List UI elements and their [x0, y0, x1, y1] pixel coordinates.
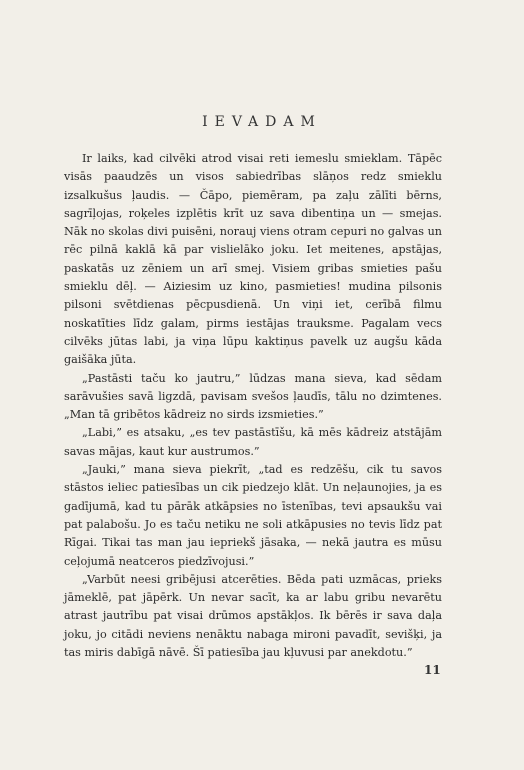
paragraph-3: „Labi,” es atsaku, „es tev pastāstīšu, kā mēs kādreiz atstājām savas mājas, kaut kur austrumos.” — [64, 426, 442, 458]
paragraph-4: „Jauki,” mana sieva piekrīt, „tad es redzēšu, cik tu savos stāstos ieliec patiesības un cik piedzejo klāt. Un neļaunojies, ja es gadījumā, kad tu pārāk atkāpsies no īstenības, tevi apsaukšu vai pat palabošu. Jo es taču netiku ne soli atkāpusies no tevis līdz pat Rīgai. Tikai tas man jau iepriekš jāsaka, — nekā jautra es mūsu ceļojumā neatceros piedzīvojusi.” — [64, 463, 442, 568]
page-number: 11 — [424, 663, 441, 677]
paragraph-5: „Varbūt neesi gribējusi atcerēties. Bēda pati uzmācas, prieks jāmeklē, pat jāpērk. Un nevar sacīt, ka ar labu gribu nevarētu atrast jautrību pat visai drūmos apstākļos. Ik bērēs ir sava daļa joku, jo citādi neviens nenāktu nabaga mironi pavadīt, sevišķi, ja tas miris dabīgā nāvē. Šī patiesība jau kļuvusi par anekdotu.” — [64, 572, 442, 660]
paragraph-2: „Pastāsti taču ko jautru,” lūdzas mana sieva, kad sēdam sarāvušies savā ligzdā, pavisam svešos ļaudīs, tālu no dzimtenes. „Man tā gribētos kādreiz no sirds izsmieties.” — [64, 371, 442, 422]
chapter-title: IEVADAM — [202, 114, 322, 130]
body-text — [64, 150, 442, 662]
paragraph-1: Ir laiks, kad cilvēki atrod visai reti iemeslu smieklam. Tāpēc visās paaudzēs un visos sabiedrības slāņos redz smieklu izsalkušus ļaudis. — Čāpo, piemēram, pa zaļu zālīti bērns, sagrīļojas, roķeles izplētis krīt uz sava dibentiņa un — smejas. Nāk no skolas divi puisēni, norauj viens otram cepuri no galvas un rēc pilnā kaklā kā par vislielāko joku. Iet meitenes, apstājas, paskatās uz zēniem un arī smej. Visiem gribas smieties pašu smieklu dēļ. — Aiziesim uz kino, pasmieties! mudina pilsonis pilsoni svētdienas pēcpusdienā. Un viņi iet, cerībā filmu noskatīties līdz galam, pirms iestājas trauksme. Pagalam vecs cilvēks jūtas labi, ja viņa lūpu kaktiņus pavelk uz augšu kāda gaišāka jūta. — [64, 152, 442, 367]
